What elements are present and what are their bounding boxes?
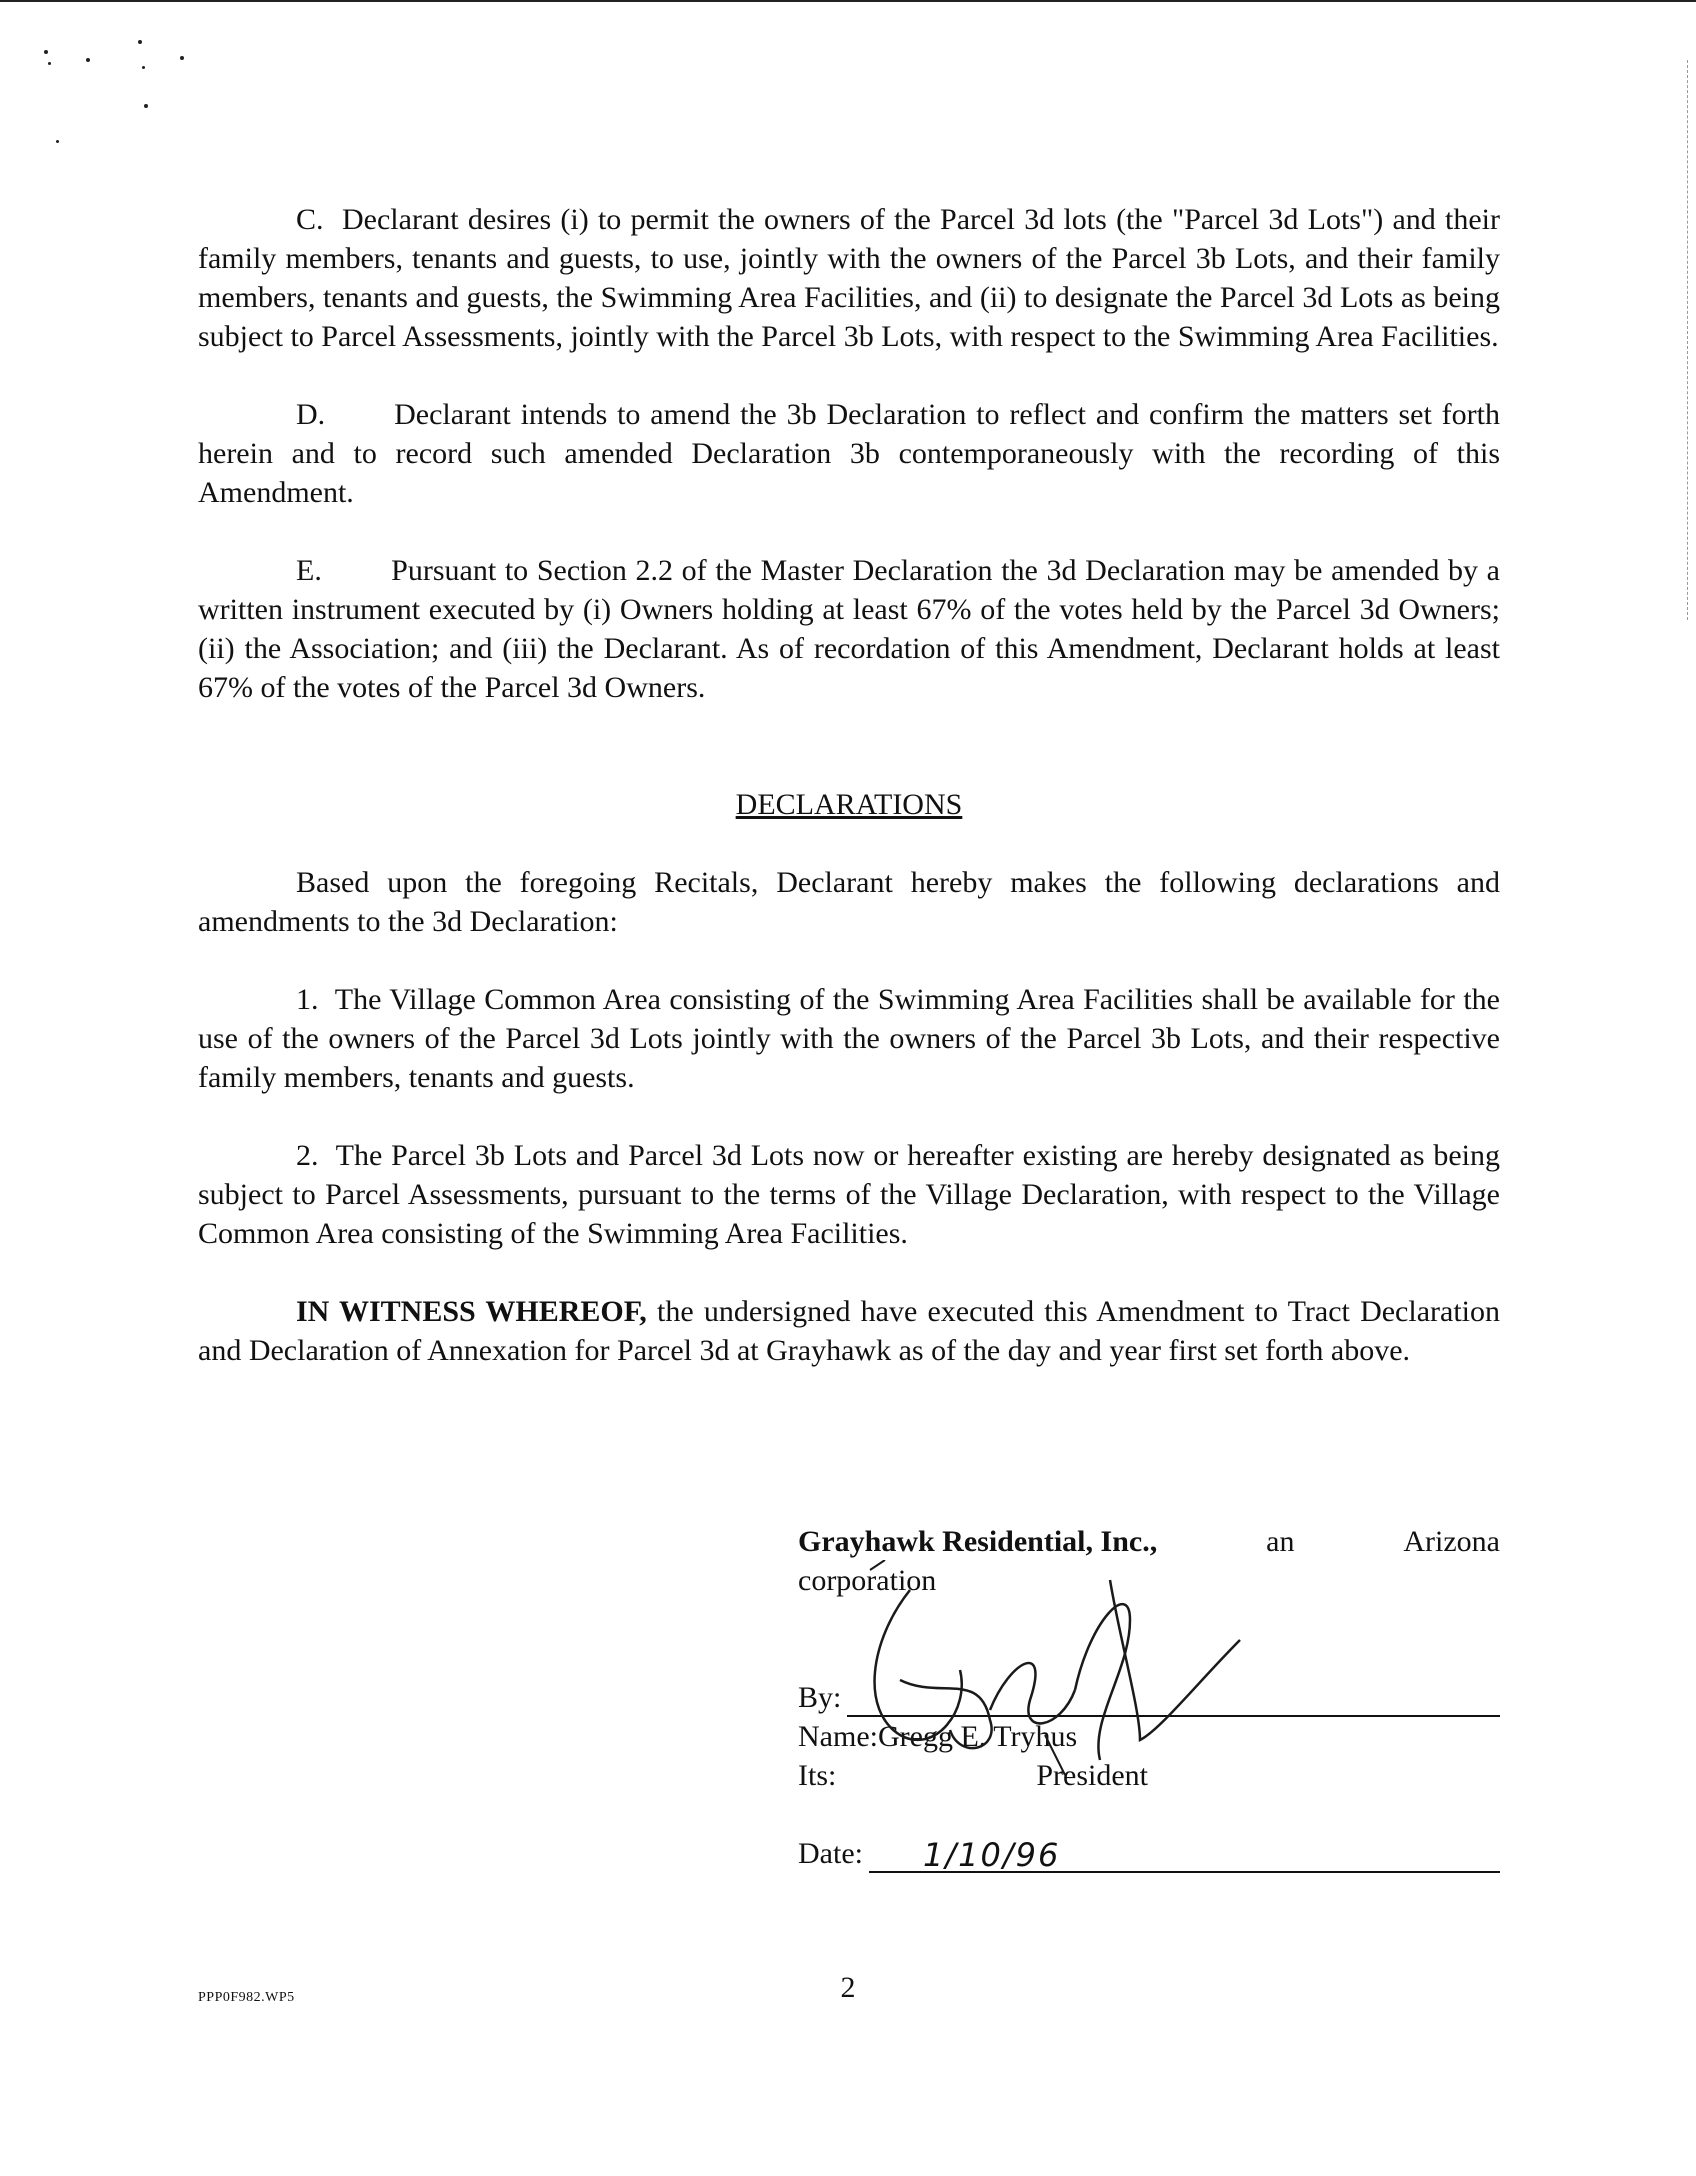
- recital-c-marker: C.: [296, 203, 324, 236]
- page-number: 2: [840, 1971, 856, 2004]
- declaration-item-2: [198, 1136, 1500, 1253]
- witness-lead: IN WITNESS WHEREOF,: [296, 1295, 647, 1328]
- recital-e-marker: E.: [296, 554, 322, 587]
- witness-text: the undersigned have executed this Amendment to Tract Declaration and Declaration of Annexation for Parcel 3d at Grayhawk as of the day and year first set forth above.: [198, 1295, 1500, 1367]
- scan-speck: [138, 40, 142, 44]
- declarations-heading: DECLARATIONS: [735, 788, 963, 821]
- scan-speck: [56, 140, 59, 143]
- scan-speck: [180, 56, 184, 60]
- recital-d-marker: D.: [296, 398, 326, 431]
- recital-d-text: Declarant intends to amend the 3b Declaration to reflect and confirm the matters set forth herein and to record such amended Declaration 3b contemporaneously with the recording of this Amendment.: [198, 398, 1500, 509]
- name-value: Gregg E. Tryhus: [877, 1720, 1078, 1753]
- document-body: [198, 200, 1500, 1370]
- recital-c: [198, 200, 1500, 356]
- its-value: President: [1036, 1759, 1148, 1792]
- page-top-edge: [0, 0, 1696, 2]
- item-1-text: The Village Common Area consisting of the Swimming Area Facilities shall be available for the use of the owners of the Parcel 3d Lots jointly with the owners of the Parcel 3b Lots, and their respective family members, tenants and guests.: [198, 983, 1500, 1094]
- recital-d: [198, 395, 1500, 512]
- item-1-marker: 1.: [296, 983, 319, 1016]
- company-line: [798, 1522, 1500, 1561]
- date-line: [798, 1834, 1500, 1873]
- scan-speck: [142, 66, 145, 69]
- item-2-text: The Parcel 3b Lots and Parcel 3d Lots now or hereafter existing are hereby designated as being subject to Parcel Assessments, pursuant to the terms of the Village Declaration, with respect to the Village Common Area consisting of the Swimming Area Facilities.: [198, 1139, 1500, 1250]
- scan-speck: [144, 104, 148, 108]
- handwritten-signature: [840, 1560, 1260, 1780]
- company-type: corporation: [798, 1564, 937, 1597]
- scan-speck: [48, 62, 51, 65]
- recital-c-text: Declarant desires (i) to permit the owners of the Parcel 3d lots (the "Parcel 3d Lots") and their family members, tenants and guests, to use, jointly with the owners of the Parcel 3b Lots, and their family members, tenants and guests, the Swimming Area Facilities, and (ii) to designate the Parcel 3d Lots as being subject to Parcel Assessments, jointly with the Parcel 3b Lots, with respect to the Swimming Area Facilities.: [198, 203, 1501, 353]
- declarations-intro: Based upon the foregoing Recitals, Declarant hereby makes the following declarations and amendments to the 3d Declaration:: [198, 866, 1500, 938]
- declaration-item-1: [198, 980, 1500, 1097]
- document-code: PPP0F982.WP5: [198, 1990, 295, 2005]
- scan-speck: [44, 50, 48, 54]
- name-label: Name:: [798, 1720, 878, 1753]
- company-word-an: an: [1266, 1525, 1295, 1558]
- recital-e: [198, 551, 1500, 707]
- company-state: Arizona: [1403, 1525, 1500, 1558]
- item-2-marker: 2.: [296, 1139, 319, 1172]
- witness-clause: [198, 1292, 1500, 1370]
- by-label: By:: [798, 1681, 842, 1714]
- its-label: Its:: [798, 1759, 837, 1792]
- company-name: Grayhawk Residential, Inc.,: [798, 1525, 1158, 1558]
- date-rule: [869, 1836, 1500, 1874]
- date-label: Date:: [798, 1837, 863, 1870]
- recital-e-text: Pursuant to Section 2.2 of the Master Declaration the 3d Declaration may be amended by a written instrument executed by (i) Owners holding at least 67% of the votes held by the Parcel 3d Owners; (ii) the Association; and (iii) the Declarant. As of recordation of this Amendment, Declarant holds at least 67% of the votes of the Parcel 3d Owners.: [198, 554, 1501, 704]
- date-value: 1/10/96: [922, 1836, 1061, 1874]
- scan-edge-artifact: [1686, 60, 1688, 620]
- scan-speck: [86, 58, 90, 62]
